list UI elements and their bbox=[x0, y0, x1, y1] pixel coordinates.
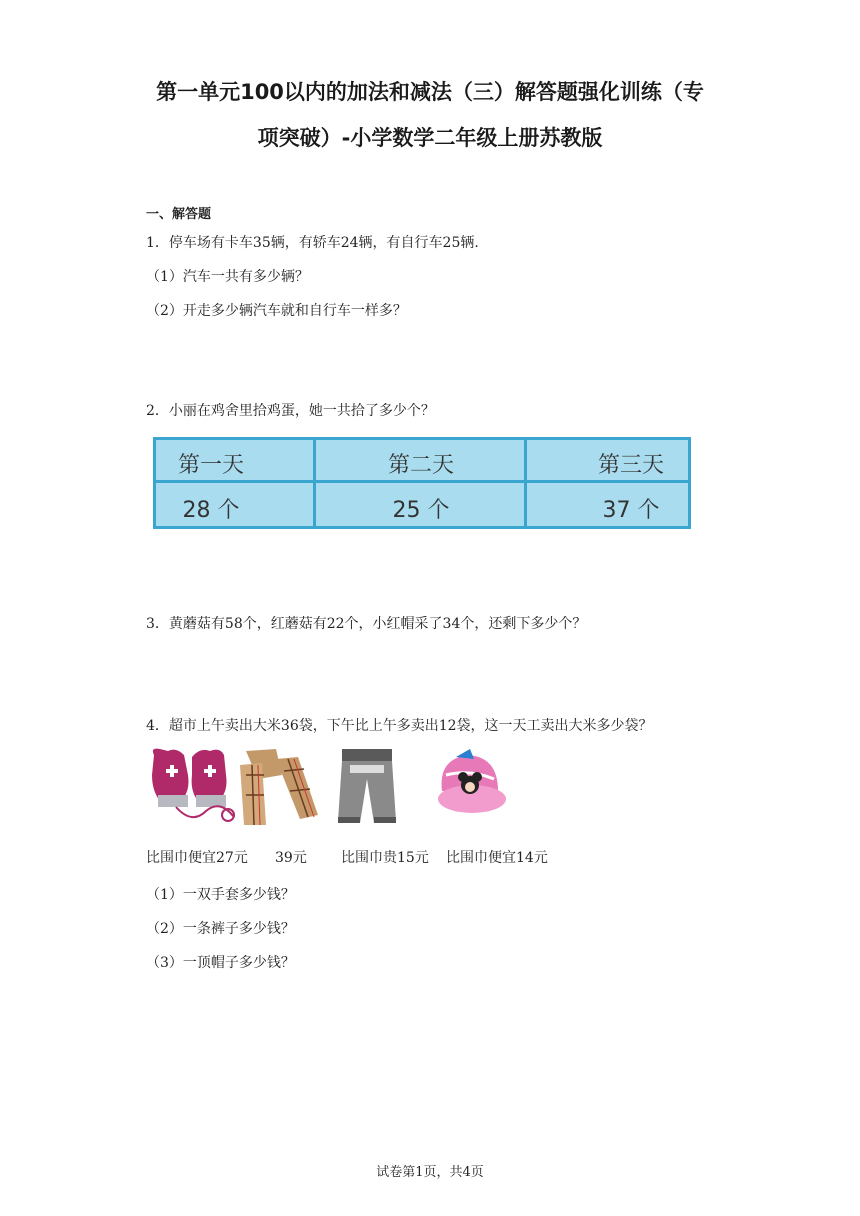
table-divider bbox=[313, 440, 316, 526]
hat-icon bbox=[432, 745, 506, 827]
page-title-line1: 第一单元100以内的加法和减法（三）解答题强化训练（专 bbox=[156, 80, 704, 104]
question-1-part-2: （2）开走多少辆汽车就和自行车一样多？ bbox=[146, 303, 407, 319]
mittens-icon bbox=[146, 745, 238, 827]
page-footer: 试卷第1页，共4页 bbox=[376, 1165, 484, 1180]
table-header-day2: 第二天 bbox=[387, 453, 454, 478]
table-cell-day2: 25 个 bbox=[392, 498, 450, 523]
price-label-hat: 比围巾便宜14元 bbox=[446, 850, 548, 866]
page-title-line2: 项突破）-小学数学二年级上册苏教版 bbox=[257, 126, 603, 150]
question-4-stem: 4．超市上午卖出大米36袋，下午比上午多卖出12袋，这一天工卖出大米多少袋？ bbox=[146, 718, 653, 734]
table-header-day3: 第三天 bbox=[597, 453, 664, 478]
question-4-part-3: （3）一顶帽子多少钱？ bbox=[146, 955, 295, 971]
section-heading: 一、解答题 bbox=[146, 207, 212, 222]
table-divider bbox=[156, 480, 688, 483]
table-cell-day3: 37 个 bbox=[602, 498, 660, 523]
question-2-stem: 2．小丽在鸡舍里拾鸡蛋，她一共拾了多少个？ bbox=[146, 403, 435, 419]
table-cell-day1: 28 个 bbox=[182, 498, 240, 523]
price-label-scarf: 39元 bbox=[275, 850, 307, 866]
question-4-part-1: （1）一双手套多少钱？ bbox=[146, 887, 295, 903]
question-3-stem: 3．黄蘑菇有58个，红蘑菇有22个，小红帽采了34个，还剩下多少个？ bbox=[146, 616, 587, 632]
table-header-day1: 第一天 bbox=[177, 453, 244, 478]
price-label-pants: 比围巾贵15元 bbox=[341, 850, 429, 866]
scarf-icon bbox=[236, 745, 324, 827]
price-label-mittens: 比围巾便宜27元 bbox=[146, 850, 248, 866]
egg-count-table bbox=[153, 437, 691, 529]
table-divider bbox=[524, 440, 527, 526]
question-4-part-2: （2）一条裤子多少钱？ bbox=[146, 921, 295, 937]
question-1-stem: 1．停车场有卡车35辆，有轿车24辆，有自行车25辆. bbox=[146, 235, 479, 251]
question-1-part-1: （1）汽车一共有多少辆？ bbox=[146, 269, 309, 285]
pants-icon bbox=[336, 745, 398, 827]
